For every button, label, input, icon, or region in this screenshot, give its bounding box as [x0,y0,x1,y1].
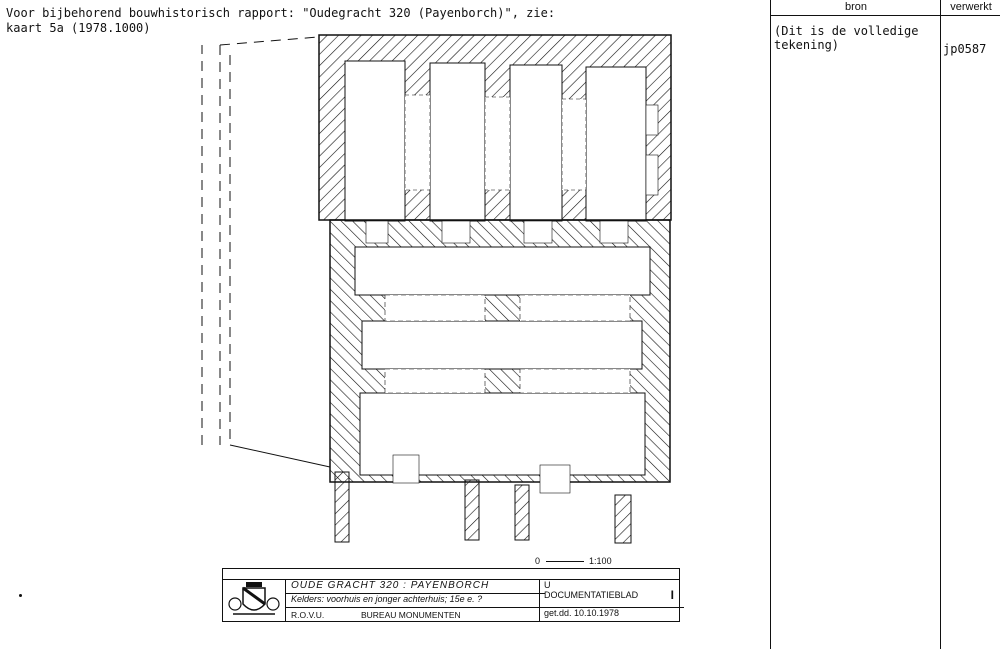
verwerkt-value: jp0587 [943,42,987,56]
scale-bar [535,556,612,566]
title-block [222,568,680,622]
scale-zero: 0 [535,556,541,566]
title-block-doc-info [539,579,680,622]
title-block-subtitle [285,593,545,608]
sheet-number: I [670,588,674,602]
scale-line [546,561,584,562]
title-block-org [285,607,545,622]
header-line-2: kaart 5a (1978.1000) [6,21,151,35]
outline-diagonal [230,445,330,467]
date-line: get.dd. 10.10.1978 [540,607,684,618]
bron-header: bron [771,0,941,16]
subtitle-text: Kelders: voorhuis en jonger achterhuis; 15e e. [291,594,475,604]
bron-column [770,0,941,649]
coat-of-arms-logo [223,579,286,622]
front-house-walls [330,220,670,493]
rear-house-walls [319,35,671,221]
dept-name: BUREAU MONUMENTEN [360,610,461,620]
verwerkt-header: verwerkt [941,0,1000,16]
header-line-1: Voor bijbehorend bouwhistorisch rapport: "Oudegracht 320 (Payenborch)", zie: [6,6,556,20]
org-name: R.O.V.U. [291,610,325,620]
title-block-title: OUDE GRACHT 320 : PAYENBORCH [285,579,545,593]
margin-dot [19,594,22,597]
scale-ratio: 1:100 [589,556,612,566]
bron-value: (Dit is de volledige tekening) [774,24,919,52]
doc-label: DOCUMENTATIEBLAD [544,590,639,600]
verwerkt-column [940,0,1000,649]
doc-code: U [544,580,551,590]
adjacent-plot-outline [202,37,318,445]
question-mark: ? [477,594,483,604]
floor-plan-drawing [190,25,680,550]
